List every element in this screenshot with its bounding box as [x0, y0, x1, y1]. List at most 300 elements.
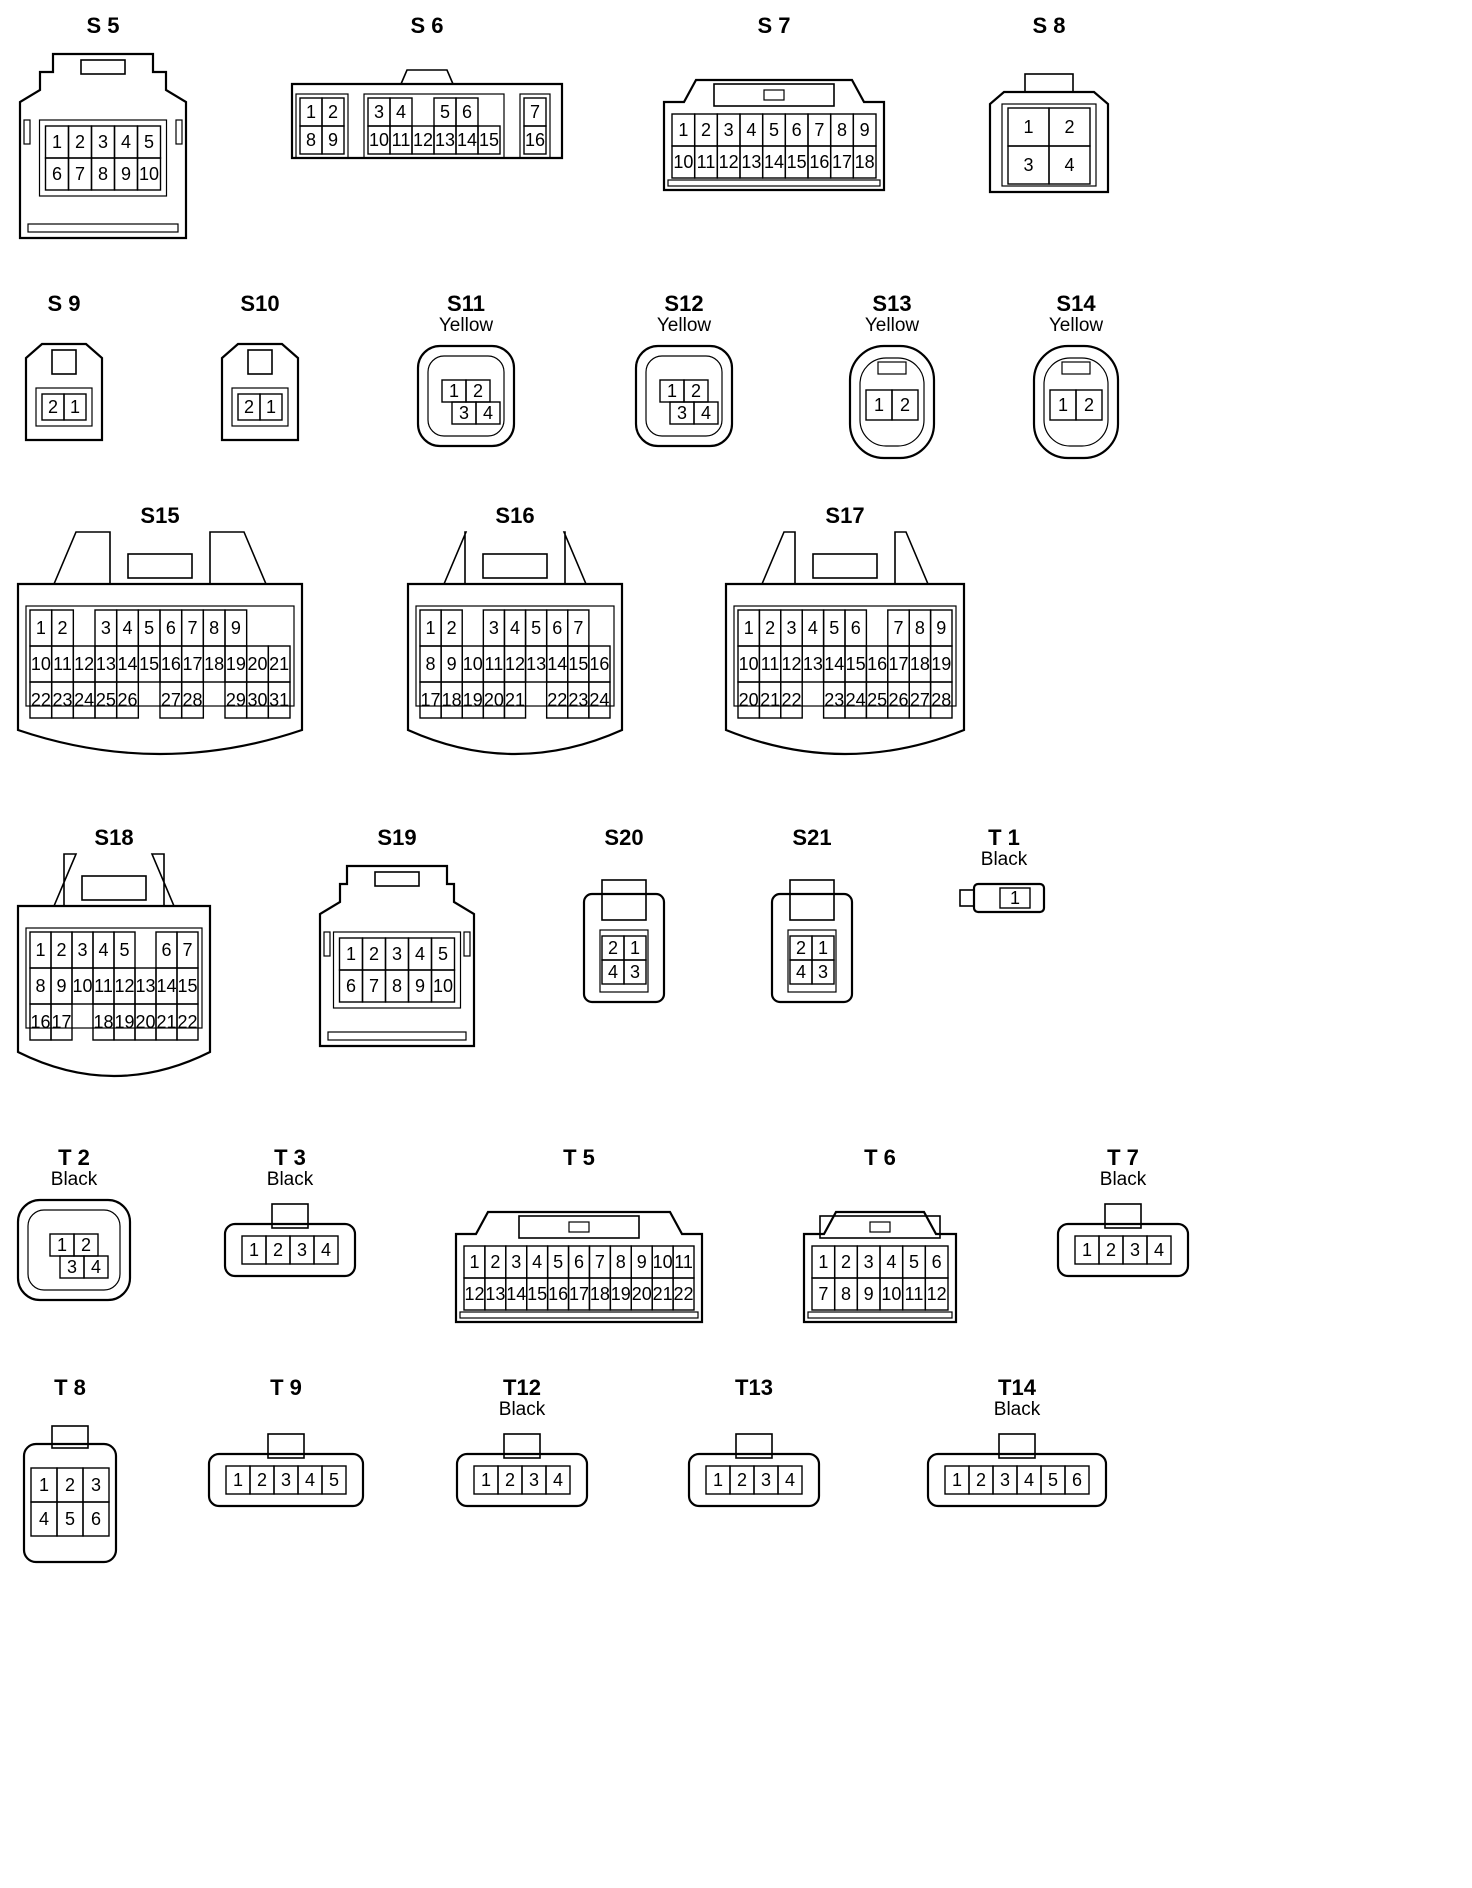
svg-text:14: 14 — [456, 130, 478, 150]
svg-text:4: 4 — [532, 1252, 543, 1272]
svg-text:7: 7 — [594, 1252, 605, 1272]
pin-14 — [763, 146, 786, 178]
svg-text:5: 5 — [768, 120, 780, 140]
connector-S19 — [314, 826, 480, 1062]
pin-6 — [156, 932, 177, 968]
svg-text:10: 10 — [72, 976, 93, 996]
pin-6 — [845, 610, 866, 646]
pin-1 — [260, 394, 282, 420]
pin-3 — [624, 960, 646, 984]
svg-text:11: 11 — [674, 1252, 693, 1272]
svg-text:2: 2 — [899, 395, 911, 415]
pin-8 — [835, 1278, 858, 1310]
svg-text:2: 2 — [504, 1470, 516, 1490]
connector-color: Black — [980, 849, 1028, 870]
svg-text:4: 4 — [552, 1470, 564, 1490]
svg-text:21: 21 — [760, 690, 781, 710]
svg-text:1: 1 — [629, 938, 641, 958]
svg-text:16: 16 — [809, 152, 830, 172]
svg-text:4: 4 — [607, 962, 619, 982]
svg-text:25: 25 — [95, 690, 116, 710]
svg-text:11: 11 — [391, 130, 411, 150]
svg-text:3: 3 — [528, 1470, 540, 1490]
connector-label: T14 — [998, 1375, 1036, 1400]
svg-text:1: 1 — [425, 618, 436, 638]
svg-text:8: 8 — [615, 1252, 626, 1272]
connector-label: S12 — [664, 291, 704, 316]
pin-13 — [802, 646, 823, 682]
svg-text:8: 8 — [914, 618, 925, 638]
connector-label: S16 — [495, 503, 535, 528]
pin-24 — [845, 682, 866, 718]
pin-12 — [717, 146, 740, 178]
svg-text:11: 11 — [94, 976, 113, 996]
pin-21 — [268, 646, 290, 682]
pin-16 — [808, 146, 831, 178]
svg-text:4: 4 — [98, 940, 109, 960]
pin-11 — [695, 146, 718, 178]
connector-color: Black — [266, 1169, 314, 1190]
svg-text:1: 1 — [35, 618, 46, 638]
pin-7 — [524, 98, 546, 126]
pin-4 — [390, 98, 412, 126]
pin-16 — [866, 646, 887, 682]
pin-4 — [298, 1466, 322, 1494]
pin-13 — [526, 646, 547, 682]
svg-text:3: 3 — [66, 1257, 78, 1277]
svg-text:27: 27 — [909, 690, 930, 710]
pin-7 — [69, 158, 92, 190]
pin-5 — [322, 1466, 346, 1494]
connector-drawing — [722, 504, 968, 780]
pin-16 — [589, 646, 610, 682]
pin-9 — [631, 1246, 652, 1278]
connector-S17 — [722, 504, 968, 780]
pin-8 — [386, 970, 409, 1002]
svg-text:19: 19 — [225, 654, 246, 674]
svg-text:16: 16 — [867, 654, 888, 674]
pin-2 — [266, 1236, 290, 1264]
svg-text:22: 22 — [781, 690, 802, 710]
svg-text:6: 6 — [850, 618, 861, 638]
connector-color: Black — [1099, 1169, 1147, 1190]
svg-text:2: 2 — [327, 102, 339, 122]
svg-text:16: 16 — [548, 1284, 569, 1304]
svg-text:7: 7 — [74, 164, 86, 184]
svg-text:22: 22 — [30, 690, 51, 710]
svg-text:9: 9 — [636, 1252, 647, 1272]
connector-drawing — [314, 826, 480, 1062]
svg-text:6: 6 — [165, 618, 176, 638]
svg-text:22: 22 — [547, 690, 568, 710]
pin-11 — [93, 968, 114, 1004]
svg-text:9: 9 — [120, 164, 132, 184]
svg-text:19: 19 — [610, 1284, 631, 1304]
svg-text:3: 3 — [280, 1470, 292, 1490]
svg-text:2: 2 — [607, 938, 619, 958]
svg-text:18: 18 — [93, 1012, 114, 1032]
connector-color: Black — [993, 1399, 1041, 1420]
pin-15 — [568, 646, 589, 682]
pin-11 — [903, 1278, 926, 1310]
svg-text:15: 15 — [177, 976, 198, 996]
svg-text:2: 2 — [736, 1470, 748, 1490]
svg-text:10: 10 — [652, 1252, 673, 1272]
svg-text:15: 15 — [139, 654, 160, 674]
pin-5 — [824, 610, 845, 646]
svg-text:9: 9 — [859, 120, 870, 140]
svg-text:10: 10 — [432, 976, 454, 996]
connector-S12 — [628, 292, 740, 452]
connector-T8 — [14, 1376, 126, 1566]
pin-1 — [1008, 108, 1049, 146]
pin-3 — [483, 610, 504, 646]
pin-1 — [738, 610, 759, 646]
svg-text:10: 10 — [138, 164, 160, 184]
connector-color: Yellow — [1048, 315, 1104, 336]
svg-text:2: 2 — [47, 397, 59, 417]
svg-text:3: 3 — [97, 132, 109, 152]
pin-10 — [738, 646, 759, 682]
connector-label: S14 — [1056, 291, 1096, 316]
pin-3 — [274, 1466, 298, 1494]
pin-15 — [845, 646, 866, 682]
pin-14 — [824, 646, 845, 682]
svg-text:2: 2 — [446, 618, 457, 638]
svg-text:3: 3 — [90, 1475, 102, 1495]
pin-11 — [52, 646, 74, 682]
svg-text:1: 1 — [305, 102, 317, 122]
svg-text:7: 7 — [182, 940, 193, 960]
pin-14 — [117, 646, 139, 682]
connector-T9 — [214, 1376, 358, 1526]
svg-text:1: 1 — [232, 1470, 244, 1490]
svg-text:10: 10 — [881, 1284, 902, 1304]
svg-text:14: 14 — [824, 654, 845, 674]
svg-text:2: 2 — [272, 1240, 284, 1260]
connector-S11 — [410, 292, 522, 452]
pin-4 — [1017, 1466, 1041, 1494]
pin-4 — [778, 1466, 802, 1494]
pin-17 — [182, 646, 204, 682]
svg-text:10: 10 — [368, 130, 390, 150]
svg-text:21: 21 — [269, 654, 290, 674]
connector-S21 — [766, 826, 858, 1006]
pin-4 — [1147, 1236, 1171, 1264]
pin-4 — [84, 1256, 108, 1278]
svg-text:15: 15 — [568, 654, 589, 674]
pin-22 — [781, 682, 802, 718]
pin-9 — [51, 968, 72, 1004]
pin-18 — [441, 682, 462, 718]
svg-text:8: 8 — [209, 618, 220, 638]
pin-18 — [203, 646, 225, 682]
connector-drawing — [404, 504, 626, 780]
svg-text:4: 4 — [482, 403, 494, 423]
svg-text:27: 27 — [160, 690, 181, 710]
svg-text:1: 1 — [480, 1470, 492, 1490]
pin-1 — [866, 390, 892, 420]
pin-5 — [114, 932, 135, 968]
svg-text:1: 1 — [248, 1240, 260, 1260]
pin-27 — [909, 682, 930, 718]
pin-4 — [115, 126, 138, 158]
svg-text:2: 2 — [243, 397, 255, 417]
connector-T7 — [1054, 1146, 1192, 1306]
pin-2 — [466, 380, 490, 402]
connector-drawing — [14, 826, 214, 1102]
pin-16 — [160, 646, 182, 682]
pin-7 — [568, 610, 589, 646]
connector-S18 — [14, 826, 214, 1102]
pin-17 — [51, 1004, 72, 1040]
pin-12 — [73, 646, 95, 682]
pin-16 — [524, 126, 546, 154]
svg-text:6: 6 — [161, 940, 172, 960]
svg-text:16: 16 — [589, 654, 610, 674]
pin-21 — [652, 1278, 673, 1310]
pin-4 — [740, 114, 763, 146]
pin-14 — [156, 968, 177, 1004]
svg-text:12: 12 — [464, 1284, 485, 1304]
pin-12 — [781, 646, 802, 682]
svg-text:1: 1 — [818, 1252, 829, 1272]
pin-9 — [322, 126, 344, 154]
pin-1 — [30, 932, 51, 968]
svg-text:30: 30 — [247, 690, 268, 710]
svg-text:6: 6 — [1071, 1470, 1083, 1490]
pin-3 — [993, 1466, 1017, 1494]
svg-text:3: 3 — [100, 618, 111, 638]
svg-text:13: 13 — [741, 152, 762, 172]
svg-text:2: 2 — [795, 938, 807, 958]
connector-label: T 2 — [58, 1145, 90, 1170]
pin-13 — [434, 126, 456, 154]
svg-text:17: 17 — [51, 1012, 72, 1032]
pin-1 — [242, 1236, 266, 1264]
pin-21 — [156, 1004, 177, 1040]
pin-28 — [931, 682, 952, 718]
connector-label: S15 — [140, 503, 180, 528]
pin-9 — [853, 114, 876, 146]
pin-28 — [182, 682, 204, 718]
pin-1 — [1050, 390, 1076, 420]
connector-T5 — [452, 1146, 706, 1336]
svg-text:1: 1 — [873, 395, 885, 415]
svg-text:3: 3 — [373, 102, 385, 122]
svg-text:20: 20 — [135, 1012, 156, 1032]
connector-label: S18 — [94, 825, 134, 850]
svg-text:10: 10 — [673, 152, 694, 172]
svg-text:20: 20 — [483, 690, 504, 710]
pin-1 — [945, 1466, 969, 1494]
pin-18 — [853, 146, 876, 178]
svg-text:5: 5 — [439, 102, 451, 122]
connector-label: S17 — [825, 503, 865, 528]
svg-text:2: 2 — [700, 120, 712, 140]
svg-text:1: 1 — [1057, 395, 1069, 415]
pin-24 — [589, 682, 610, 718]
svg-text:2: 2 — [472, 381, 484, 401]
pin-2 — [730, 1466, 754, 1494]
svg-text:14: 14 — [156, 976, 177, 996]
connector-label: S 9 — [47, 291, 81, 316]
svg-text:2: 2 — [1083, 395, 1095, 415]
pin-4 — [527, 1246, 548, 1278]
pin-3 — [670, 402, 694, 424]
connector-S9 — [14, 292, 114, 442]
pin-10 — [72, 968, 93, 1004]
pin-5 — [763, 114, 786, 146]
svg-text:23: 23 — [824, 690, 845, 710]
svg-text:7: 7 — [187, 618, 198, 638]
svg-text:3: 3 — [1023, 155, 1034, 175]
pin-11 — [390, 126, 412, 154]
pin-15 — [138, 646, 160, 682]
connector-S20 — [578, 826, 670, 1006]
pin-8 — [30, 968, 51, 1004]
pin-6 — [160, 610, 182, 646]
connector-label: T12 — [503, 1375, 541, 1400]
svg-text:28: 28 — [182, 690, 203, 710]
pin-12 — [925, 1278, 948, 1310]
svg-text:4: 4 — [509, 618, 521, 638]
pin-7 — [182, 610, 204, 646]
pin-2 — [695, 114, 718, 146]
pin-7 — [177, 932, 198, 968]
svg-text:13: 13 — [802, 654, 823, 674]
svg-text:2: 2 — [690, 381, 702, 401]
svg-text:3: 3 — [511, 1252, 522, 1272]
connector-S7 — [660, 14, 888, 204]
pin-29 — [225, 682, 247, 718]
connector-label: S 5 — [86, 13, 120, 38]
pin-17 — [831, 146, 854, 178]
svg-text:1: 1 — [265, 397, 277, 417]
pin-22 — [547, 682, 568, 718]
svg-text:9: 9 — [327, 130, 339, 150]
pin-3 — [452, 402, 476, 424]
pin-18 — [93, 1004, 114, 1040]
svg-text:7: 7 — [818, 1284, 829, 1304]
svg-text:17: 17 — [420, 690, 441, 710]
svg-text:2: 2 — [64, 1475, 76, 1495]
svg-text:4: 4 — [886, 1252, 897, 1272]
connector-drawing — [14, 1376, 126, 1566]
svg-text:6: 6 — [791, 120, 802, 140]
connector-S5 — [14, 14, 192, 254]
svg-text:4: 4 — [320, 1240, 332, 1260]
pin-4 — [880, 1246, 903, 1278]
pin-19 — [462, 682, 483, 718]
svg-text:3: 3 — [296, 1240, 308, 1260]
svg-text:6: 6 — [90, 1509, 102, 1529]
pin-26 — [888, 682, 909, 718]
pin-14 — [456, 126, 478, 154]
pin-3 — [781, 610, 802, 646]
pin-1 — [442, 380, 466, 402]
pin-2 — [441, 610, 462, 646]
pin-10 — [462, 646, 483, 682]
svg-text:11: 11 — [53, 654, 72, 674]
svg-text:19: 19 — [931, 654, 952, 674]
pin-2 — [1099, 1236, 1123, 1264]
svg-text:12: 12 — [926, 1284, 947, 1304]
connector-label: T13 — [735, 1375, 773, 1400]
pin-1 — [50, 1234, 74, 1256]
pin-9 — [857, 1278, 880, 1310]
svg-text:16: 16 — [524, 130, 546, 150]
pin-2 — [69, 126, 92, 158]
svg-text:2: 2 — [975, 1470, 987, 1490]
pin-6 — [83, 1502, 109, 1536]
svg-text:1: 1 — [1009, 888, 1021, 908]
pin-2 — [51, 932, 72, 968]
svg-text:1: 1 — [35, 940, 46, 960]
svg-text:17: 17 — [182, 654, 203, 674]
pin-3 — [1123, 1236, 1147, 1264]
svg-text:2: 2 — [1064, 117, 1075, 137]
pin-3 — [72, 932, 93, 968]
pin-3 — [522, 1466, 546, 1494]
svg-text:3: 3 — [488, 618, 499, 638]
pin-8 — [831, 114, 854, 146]
svg-text:18: 18 — [854, 152, 875, 172]
svg-text:1: 1 — [69, 397, 81, 417]
connector-label: T 1 — [988, 825, 1020, 850]
connector-drawing — [578, 826, 670, 1006]
pin-20 — [631, 1278, 652, 1310]
pin-15 — [177, 968, 198, 1004]
pin-31 — [268, 682, 290, 718]
pin-2 — [57, 1468, 83, 1502]
pin-5 — [1041, 1466, 1065, 1494]
connector-T1 — [954, 826, 1054, 926]
svg-text:3: 3 — [676, 403, 688, 423]
connector-color: Yellow — [438, 315, 494, 336]
pin-6 — [547, 610, 568, 646]
pin-5 — [138, 126, 161, 158]
pin-10 — [652, 1246, 673, 1278]
pin-1 — [624, 936, 646, 960]
svg-text:2: 2 — [56, 940, 67, 960]
pin-23 — [824, 682, 845, 718]
pin-2 — [1049, 108, 1090, 146]
pin-9 — [441, 646, 462, 682]
svg-text:22: 22 — [673, 1284, 694, 1304]
svg-text:1: 1 — [743, 618, 754, 638]
svg-text:3: 3 — [458, 403, 470, 423]
svg-text:1: 1 — [1023, 117, 1034, 137]
svg-text:1: 1 — [56, 1235, 68, 1255]
pin-13 — [485, 1278, 506, 1310]
pin-12 — [412, 126, 434, 154]
pin-25 — [95, 682, 117, 718]
pin-10 — [432, 970, 455, 1002]
svg-text:1: 1 — [678, 120, 689, 140]
svg-text:14: 14 — [117, 654, 138, 674]
pin-30 — [247, 682, 269, 718]
svg-text:17: 17 — [831, 152, 853, 172]
svg-text:1: 1 — [38, 1475, 50, 1495]
pin-4 — [694, 402, 718, 424]
svg-text:18: 18 — [441, 690, 462, 710]
svg-text:6: 6 — [461, 102, 473, 122]
svg-text:15: 15 — [478, 130, 500, 150]
pin-17 — [569, 1278, 590, 1310]
svg-text:21: 21 — [156, 1012, 177, 1032]
pin-1 — [660, 380, 684, 402]
